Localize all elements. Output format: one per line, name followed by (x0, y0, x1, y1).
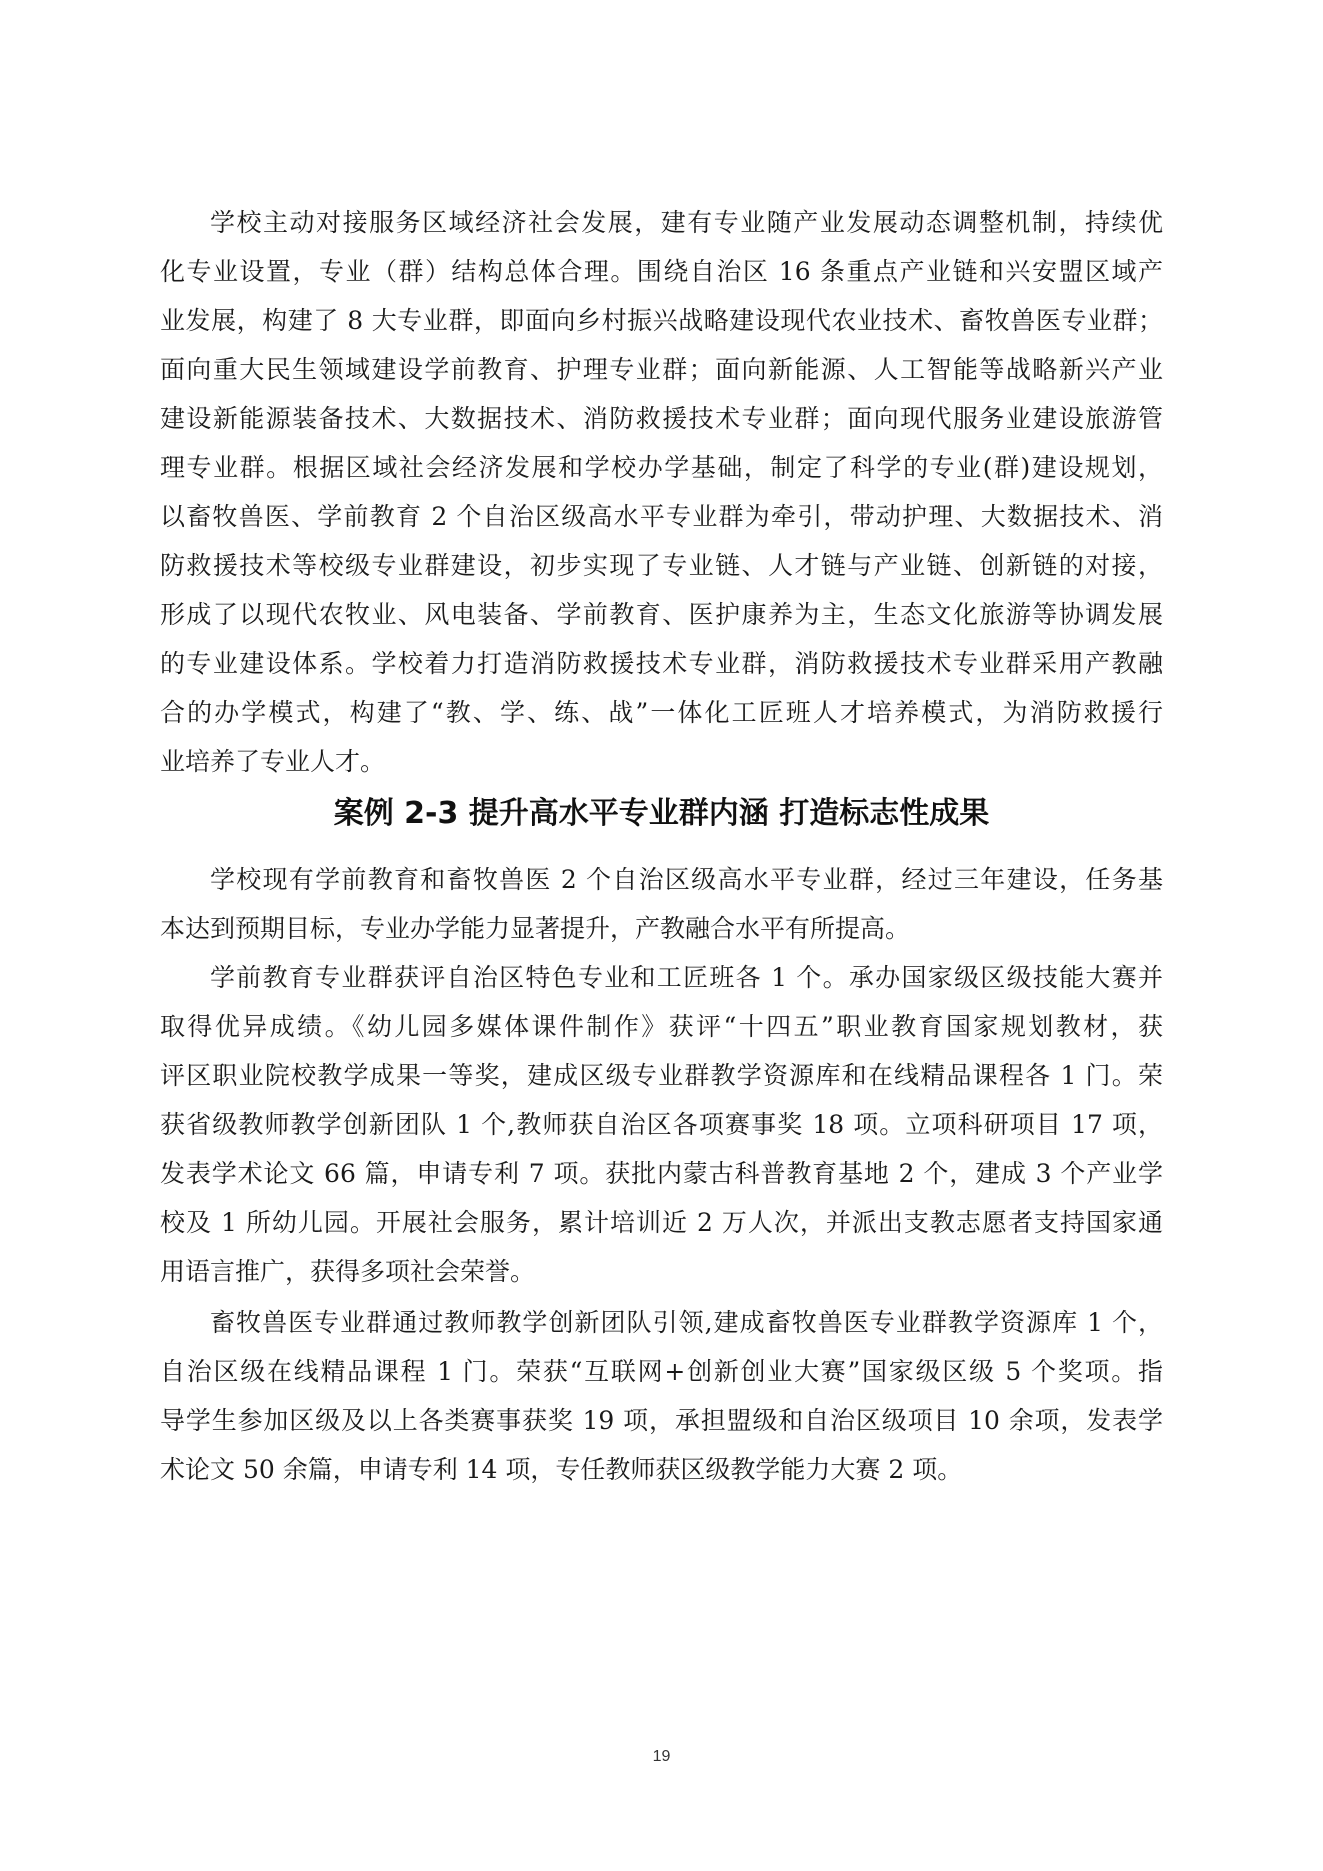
paragraph-line: 形成了以现代农牧业、风电装备、学前教育、医护康养为主，生态文化旅游等协调发展 (160, 600, 1163, 629)
paragraph-animal-husbandry (160, 1298, 1163, 1494)
paragraph-line: 校及 1 所幼儿园。开展社会服务，累计培训近 2 万人次，并派出支教志愿者支持国家通 (160, 1208, 1163, 1237)
paragraph-line: 学校现有学前教育和畜牧兽医 2 个自治区级高水平专业群，经过三年建设，任务基 (210, 865, 1163, 894)
paragraph-line: 获省级教师教学创新团队 1 个,教师获自治区各项赛事奖 18 项。立项科研项目 17 项， (160, 1110, 1163, 1139)
paragraph-line: 业培养了专业人才。 (160, 747, 386, 776)
paragraph-line: 本达到预期目标，专业办学能力显著提升，产教融合水平有所提高。 (160, 914, 911, 943)
paragraph-line: 理专业群。根据区域社会经济发展和学校办学基础，制定了科学的专业(群)建设规划， (160, 453, 1163, 482)
paragraph-line: 导学生参加区级及以上各类赛事获奖 19 项，承担盟级和自治区级项目 10 余项，发表学 (160, 1406, 1163, 1435)
paragraph-line: 发表学术论文 66 篇，申请专利 7 项。获批内蒙古科普教育基地 2 个，建成 3 个产业学 (160, 1159, 1163, 1188)
paragraph-line: 取得优异成绩。《幼儿园多媒体课件制作》获评“十四五”职业教育国家规划教材，获 (160, 1012, 1163, 1041)
paragraph-line: 以畜牧兽医、学前教育 2 个自治区级高水平专业群为牵引，带动护理、大数据技术、消 (160, 502, 1163, 531)
paragraph-line: 术论文 50 余篇，申请专利 14 项，专任教师获区级教学能力大赛 2 项。 (160, 1455, 963, 1484)
paragraph-line: 自治区级在线精品课程 1 门。荣获“互联网+创新创业大赛”国家级区级 5 个奖项。指 (160, 1357, 1163, 1386)
paragraph-line: 评区职业院校教学成果一等奖，建成区级专业群教学资源库和在线精品课程各 1 门。荣 (160, 1061, 1163, 1090)
paragraph-line: 业发展，构建了 8 大专业群，即面向乡村振兴战略建设现代农业技术、畜牧兽医专业群； (160, 306, 1163, 335)
paragraph-high-level-groups (160, 855, 1163, 953)
paragraph-line: 学校主动对接服务区域经济社会发展，建有专业随产业发展动态调整机制，持续优 (210, 208, 1163, 237)
paragraph-line: 用语言推广，获得多项社会荣誉。 (160, 1257, 536, 1286)
paragraph-line: 畜牧兽医专业群通过教师教学创新团队引领,建成畜牧兽医专业群教学资源库 1 个， (210, 1308, 1163, 1337)
paragraph-line: 建设新能源装备技术、大数据技术、消防救援技术专业群；面向现代服务业建设旅游管 (160, 404, 1163, 433)
paragraph-line: 防救援技术等校级专业群建设，初步实现了专业链、人才链与产业链、创新链的对接， (160, 551, 1163, 580)
case-heading: 案例 2-3 提升高水平专业群内涵 打造标志性成果 (333, 796, 990, 831)
paragraph-preschool-education (160, 953, 1163, 1296)
paragraph-school-programs (160, 198, 1163, 786)
paragraph-line: 的专业建设体系。学校着力打造消防救援技术专业群，消防救援技术专业群采用产教融 (160, 649, 1163, 678)
paragraph-line: 学前教育专业群获评自治区特色专业和工匠班各 1 个。承办国家级区级技能大赛并 (210, 963, 1163, 992)
paragraph-line: 面向重大民生领域建设学前教育、护理专业群；面向新能源、人工智能等战略新兴产业 (160, 355, 1163, 384)
page-number: 19 (652, 1748, 671, 1765)
paragraph-line: 化专业设置，专业（群）结构总体合理。围绕自治区 16 条重点产业链和兴安盟区域产 (160, 257, 1163, 286)
paragraph-line: 合的办学模式，构建了“教、学、练、战”一体化工匠班人才培养模式，为消防救援行 (160, 698, 1163, 727)
